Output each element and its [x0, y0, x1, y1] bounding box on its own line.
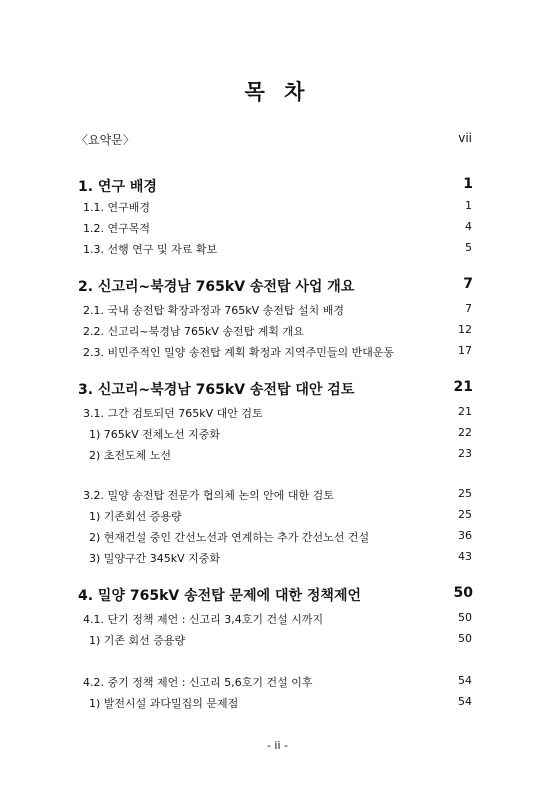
- toc-summary-row[interactable]: [0, 131, 555, 151]
- toc-subsection-row[interactable]: [0, 550, 555, 570]
- toc-entry-page: 7: [465, 302, 472, 315]
- toc-entry-page: 25: [458, 487, 472, 500]
- toc-chapter-title: 4. 밀양 765kV 송전탑 문제에 대한 정책제언: [78, 588, 362, 604]
- toc-entry-title: 2) 초전도체 노선: [89, 449, 172, 462]
- toc-chapter-title: 3. 신고리~북경남 765kV 송전탑 대안 검토: [78, 382, 355, 398]
- toc-entry-page: 17: [458, 344, 472, 357]
- toc-entry-page: 54: [458, 695, 472, 708]
- toc-title: 목 차: [244, 80, 311, 104]
- toc-entry-page: 5: [465, 241, 472, 254]
- toc-entry-page: 36: [458, 529, 472, 542]
- toc-entry-page: 1: [465, 199, 472, 212]
- toc-chapter-page: 1: [463, 176, 473, 192]
- toc-entry-page: 50: [458, 632, 472, 645]
- toc-chapter-row[interactable]: [0, 176, 555, 196]
- toc-chapter-row[interactable]: [0, 379, 555, 399]
- toc-section-row[interactable]: [0, 344, 555, 364]
- page-number: - ii -: [266, 739, 289, 752]
- toc-section-row[interactable]: [0, 405, 555, 425]
- toc-entry-page: 12: [458, 323, 472, 336]
- toc-subsection-row[interactable]: [0, 508, 555, 528]
- toc-entry-title: 3.2. 밀양 송전탑 전문가 협의체 논의 안에 대한 검토: [83, 489, 334, 502]
- toc-chapter-page: 50: [453, 585, 473, 601]
- toc-chapter-title: 2. 신고리~북경남 765kV 송전탑 사업 개요: [78, 279, 355, 295]
- toc-entry-page: vii: [458, 131, 472, 145]
- toc-section-row[interactable]: [0, 323, 555, 343]
- toc-chapter-page: 7: [463, 276, 473, 292]
- toc-subsection-row[interactable]: [0, 632, 555, 652]
- toc-entry-title: 2) 현재건설 중인 간선노선과 연계하는 추가 간선노선 건설: [89, 531, 370, 544]
- toc-entry-title: 2.3. 비민주적인 밀양 송전탑 계획 확정과 지역주민들의 반대운동: [83, 346, 395, 359]
- toc-entry-title: 3) 밀양구간 345kV 지중화: [89, 552, 221, 565]
- toc-section-row[interactable]: [0, 302, 555, 322]
- toc-subsection-row[interactable]: [0, 529, 555, 549]
- toc-entry-title: 1.1. 연구배경: [83, 201, 150, 214]
- toc-entry-page: 23: [458, 447, 472, 460]
- toc-chapter-title: 1. 연구 배경: [78, 179, 157, 195]
- toc-entry-page: 25: [458, 508, 472, 521]
- toc-entry-page: 4: [465, 220, 472, 233]
- toc-section-row[interactable]: [0, 611, 555, 631]
- toc-entry-title: 1) 발전시설 과다밀집의 문제점: [89, 697, 239, 710]
- toc-section-row[interactable]: [0, 674, 555, 694]
- toc-chapter-row[interactable]: [0, 585, 555, 605]
- toc-subsection-row[interactable]: [0, 695, 555, 715]
- toc-entry-title: 1) 765kV 전체노선 지중화: [89, 428, 221, 441]
- toc-subsection-row[interactable]: [0, 447, 555, 467]
- toc-entry-title: 3.1. 그간 검토되던 765kV 대안 검토: [83, 407, 263, 420]
- toc-entry-title: 1.3. 선행 연구 및 자료 확보: [83, 243, 218, 256]
- toc-entry-page: 54: [458, 674, 472, 687]
- toc-entry-page: 21: [458, 405, 472, 418]
- toc-entry-title: 〈요약문〉: [76, 133, 135, 147]
- toc-chapter-page: 21: [453, 379, 473, 395]
- toc-section-row[interactable]: [0, 241, 555, 261]
- toc-chapter-row[interactable]: [0, 276, 555, 296]
- toc-entry-page: 50: [458, 611, 472, 624]
- toc-subsection-row[interactable]: [0, 426, 555, 446]
- toc-entry-title: 1.2. 연구목적: [83, 222, 150, 235]
- toc-entry-title: 1) 기존회선 증용량: [89, 510, 182, 523]
- toc-section-row[interactable]: [0, 487, 555, 507]
- toc-entry-title: 4.1. 단기 정책 제언 : 신고리 3,4호기 건설 시까지: [83, 613, 324, 626]
- toc-entry-title: 1) 기존 회선 증용량: [89, 634, 186, 647]
- toc-section-row[interactable]: [0, 199, 555, 219]
- toc-entry-title: 2.2. 신고리~북경남 765kV 송전탑 계획 개요: [83, 325, 304, 338]
- toc-entry-page: 43: [458, 550, 472, 563]
- toc-entry-title: 2.1. 국내 송전탑 확장과정과 765kV 송전탑 설치 배경: [83, 304, 344, 317]
- toc-section-row[interactable]: [0, 220, 555, 240]
- toc-entry-page: 22: [458, 426, 472, 439]
- toc-entry-title: 4.2. 중기 정책 제언 : 신고리 5,6호기 건설 이후: [83, 676, 313, 689]
